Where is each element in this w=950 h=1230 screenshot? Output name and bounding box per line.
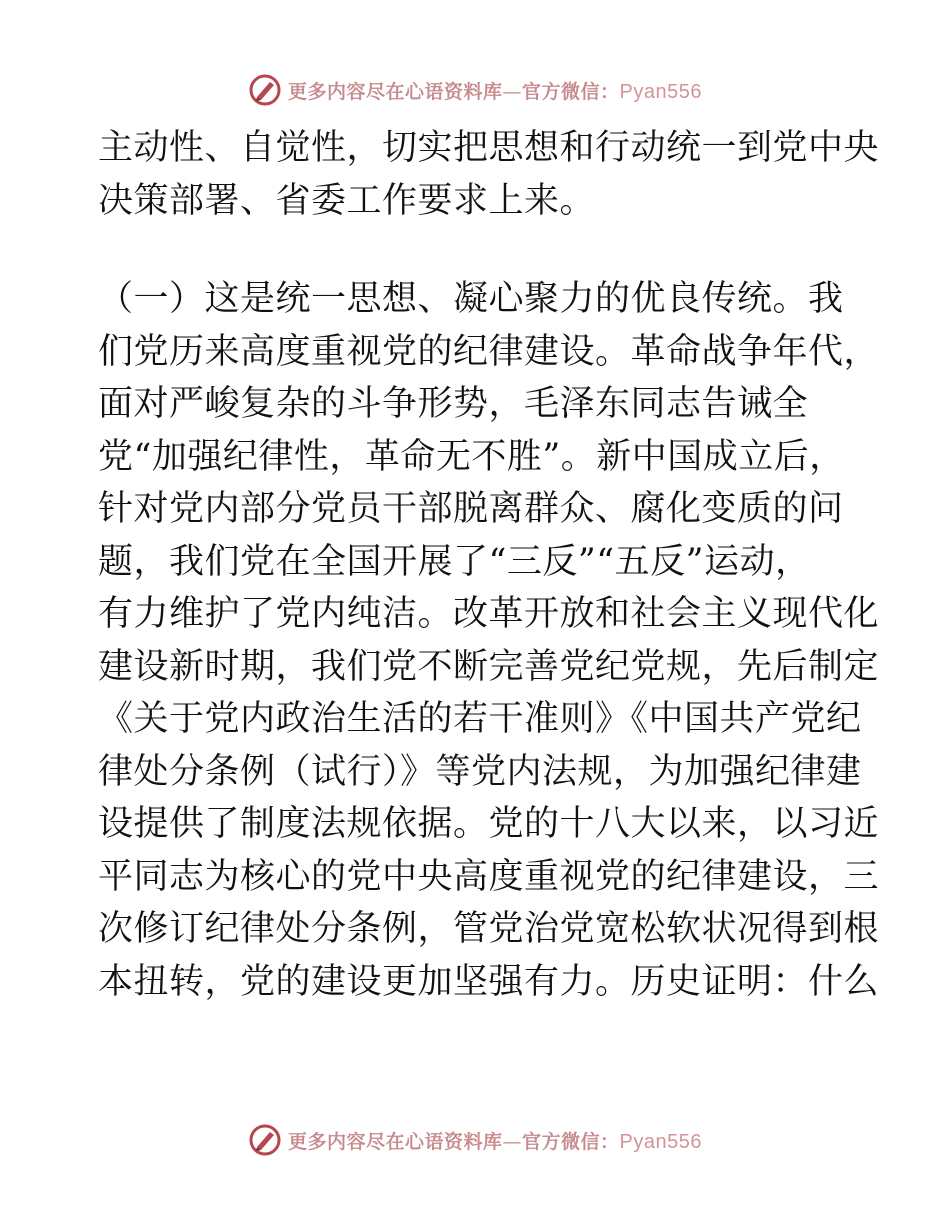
text-line: 决策部署、省委工作要求上来。 <box>98 180 596 221</box>
footer-banner-text <box>288 1127 702 1154</box>
footer-banner <box>0 1120 950 1160</box>
text-line: 建设新时期，我们党不断完善党纪党规，先后制定 <box>98 646 880 687</box>
text-line: 主动性、自觉性，切实把思想和行动统一到党中央 <box>98 128 880 168</box>
text-line: 党“加强纪律性，革命无不胜”。新中国成立后， <box>98 436 845 477</box>
footer-banner-suffix: 官方微信： <box>522 1130 620 1153</box>
paragraph-2 <box>98 273 880 1008</box>
footer-banner-dash: — <box>502 1130 523 1153</box>
footer-banner-title: 更多内容尽在心语资料库 <box>288 1130 503 1153</box>
text-line: 设提供了制度法规依据。党的十八大以来，以习近 <box>98 804 880 844</box>
text-line: 律处分条例（试行）》等党内法规，为加强纪律建 <box>98 751 862 792</box>
header-banner-dash: — <box>502 80 523 103</box>
text-line: 平同志为核心的党中央高度重视党的纪律建设，三 <box>98 856 880 897</box>
text-line: 有力维护了党内纯洁。改革开放和社会主义现代化 <box>98 594 880 634</box>
text-line: 《关于党内政治生活的若干准则》《中国共产党纪 <box>98 699 862 739</box>
text-line: 们党历来高度重视党的纪律建设。革命战争年代， <box>98 331 880 372</box>
header-banner-title: 更多内容尽在心语资料库 <box>288 80 503 103</box>
paragraph-1 <box>98 122 880 227</box>
header-banner-text <box>288 77 702 104</box>
header-banner-wechat-id: Pyan556 <box>619 80 702 103</box>
header-banner <box>0 70 950 110</box>
text-line: 针对党内部分党员干部脱离群众、腐化变质的问 <box>98 489 844 529</box>
text-line: 面对严峻复杂的斗争形势，毛泽东同志告诫全 <box>98 384 809 424</box>
footer-banner-wechat-id: Pyan556 <box>619 1130 702 1153</box>
pen-logo-icon <box>248 73 282 107</box>
text-line: 次修订纪律处分条例，管党治党宽松软状况得到根 <box>98 909 880 949</box>
text-line: 题，我们党在全国开展了“三反”“五反”运动， <box>98 541 811 582</box>
header-banner-suffix: 官方微信： <box>522 80 620 103</box>
text-line: （一）这是统一思想、凝心聚力的优良传统。我 <box>98 279 844 319</box>
pen-logo-icon <box>248 1123 282 1157</box>
text-line: 本扭转，党的建设更加坚强有力。历史证明：什么 <box>98 961 880 1002</box>
document-body <box>98 122 880 1008</box>
